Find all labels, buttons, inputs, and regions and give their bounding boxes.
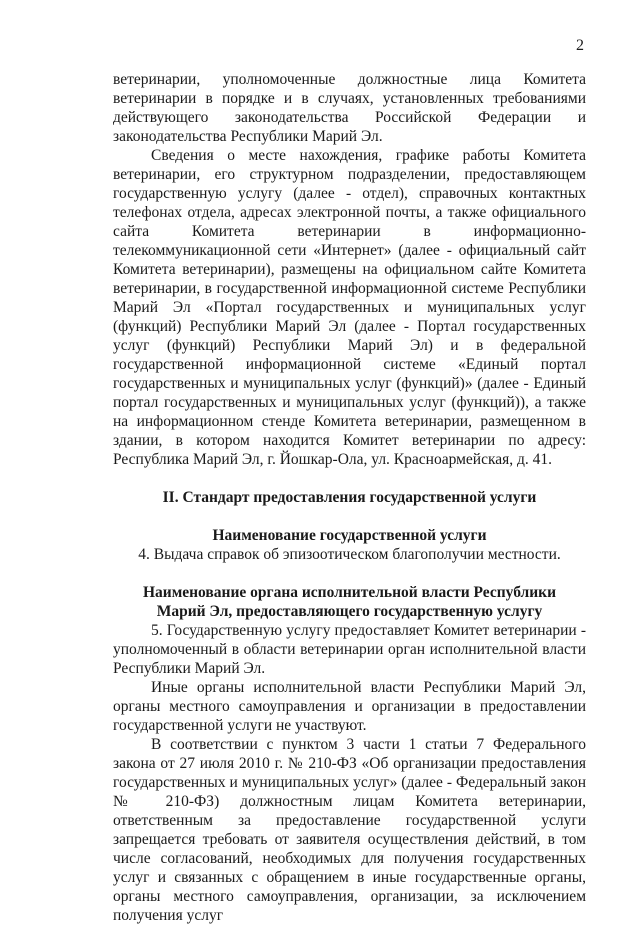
section-heading: II. Стандарт предоставления государственной услуги [162,489,537,506]
subheading-authority-line1: Наименование органа исполнительной власти Республики [142,584,557,601]
paragraph-4: 4. Выдача справок об эпизоотическом благополучии местности. [138,546,561,563]
paragraph-continuation: ветеринарии, уполномоченные должностные лица Комитета ветеринарии в порядке и в случаях, установленных требованиями действующего законодательства Российской Федерации и законодательства Республики Марий Эл. [113,71,586,145]
subheading-authority-line2: Марий Эл, предоставляющего государственную услугу [156,603,543,620]
subheading-service-name: Наименование государственной услуги [212,527,487,544]
paragraph-contact-info: Сведения о месте нахождения, графике работы Комитета ветеринарии, его структурном подразделении, предоставляющем государственную услугу (далее - отдел), справочных контактных телефонах отдела, адресах электронной почты, а также официального сайта Комитета ветеринарии в информационно-телекоммуникационной сети «Интернет» (далее - официальный сайт Комитета ветеринарии), размещены на официальном сайте Комитета ветеринарии, в государственной информационной системе Республики Марий Эл «Портал государственных и муниципальных услуг (функций) Республики Марий Эл (далее - Портал государственных услуг (функций) Республики Марий Эл) и в федеральной государственной информационной системе «Единый портал государственных и муниципальных услуг (функций)» (далее - Единый портал государственных и муниципальных услуг (функций)), а также на информационном стенде Комитета ветеринарии, размещенном в здании, в котором находится Комитет ветеринарии по адресу: Республика Марий Эл, г. Йошкар-Ола, ул. Красноармейская, д. 41. [113,147,586,468]
paragraph-other-bodies: Иные органы исполнительной власти Республики Марий Эл, органы местного самоуправления и организации в предоставлении государственной услуги не участвуют. [113,679,586,734]
document-body [113,70,586,925]
paragraph-5: 5. Государственную услугу предоставляет Комитет ветеринарии - уполномоченный в области ветеринарии орган исполнительной власти Республики Марий Эл. [113,622,586,677]
page-number: 2 [576,37,584,54]
paragraph-federal-law: В соответствии с пунктом 3 части 1 статьи 7 Федерального закона от 27 июля 2010 г. № 210-ФЗ «Об организации предоставления государственных и муниципальных услуг» (далее - Федеральный закон № 210-ФЗ) должностным лицам Комитета ветеринарии, ответственным за предоставление государственной услуги запрещается требовать от заявителя осуществления действий, в том числе согласований, необходимых для получения государственных услуг и связанных с обращением в иные государственные органы, органы местного самоуправления, организации, за исключением получения услуг [113,736,586,924]
